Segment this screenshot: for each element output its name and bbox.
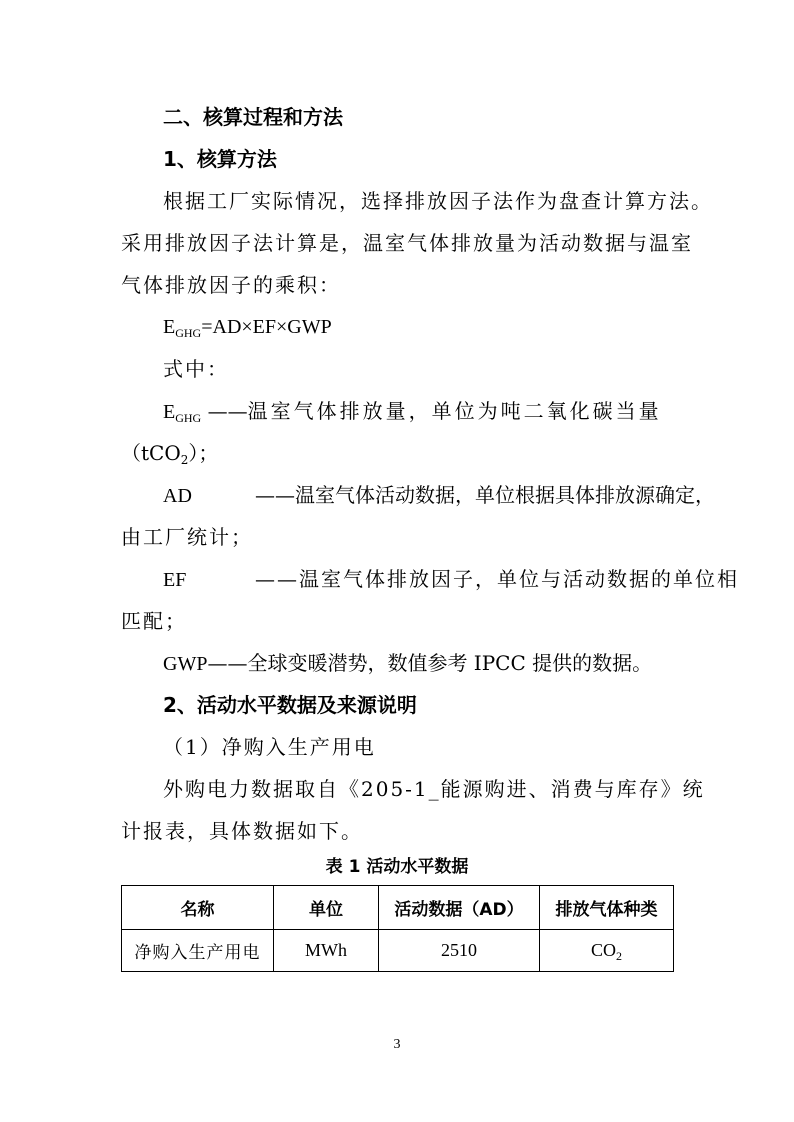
subsection-title-method: 1、核算方法 — [163, 147, 277, 171]
header-name: 名称 — [122, 886, 274, 930]
paragraph-line: 计报表，具体数据如下。 — [121, 819, 363, 843]
paragraph-line: 气体排放因子的乘积： — [121, 273, 341, 297]
formula: $E_{GHG}=AD\times EF\times GWP$ — [163, 316, 332, 340]
definition-ad-cont: 由工厂统计； — [121, 525, 253, 549]
cell-name: 净购入生产用电 — [122, 930, 274, 972]
header-activity-data: 活动数据（AD） — [379, 886, 540, 930]
header-gas-type: 排放气体种类 — [540, 886, 674, 930]
definition-gwp: GWP——全球变暖潜势，数值参考 IPCC 提供的数据。 — [163, 651, 653, 675]
paragraph-line: 根据工厂实际情况，选择排放因子法作为盘查计算方法。 — [163, 189, 713, 213]
cell-activity-data: 2510 — [379, 930, 540, 972]
cell-unit: MWh — [274, 930, 379, 972]
table-caption: 表 1 活动水平数据 — [325, 857, 469, 877]
paragraph-line: 采用排放因子法计算是，温室气体排放量为活动数据与温室 — [121, 231, 693, 255]
where-label: 式中： — [163, 357, 229, 381]
definition-eghg-unit: （tCO$_2$）； — [121, 441, 219, 467]
page-number: 3 — [393, 1037, 401, 1052]
paragraph-line: 外购电力数据取自《205-1_能源购进、消费与库存》统 — [163, 777, 705, 801]
definition-ef-cont: 匹配； — [121, 609, 187, 633]
definition-ef: EF ——温室气体排放因子，单位与活动数据的单位相 — [163, 567, 739, 591]
definition-eghg: $E_{GHG}$ ——温室气体排放量，单位为吨二氧化碳当量 — [163, 399, 662, 425]
cell-gas-type: $CO_2$ — [540, 930, 674, 972]
header-unit: 单位 — [274, 886, 379, 930]
subsection-title-activity: 2、活动水平数据及来源说明 — [163, 693, 417, 717]
section-title: 二、核算过程和方法 — [163, 105, 343, 129]
table-row — [122, 930, 674, 972]
table-header-row — [122, 886, 674, 930]
activity-data-table — [121, 885, 674, 972]
item-title: （1）净购入生产用电 — [163, 735, 376, 759]
definition-ad: AD ——温室气体活动数据，单位根据具体排放源确定， — [163, 483, 715, 507]
